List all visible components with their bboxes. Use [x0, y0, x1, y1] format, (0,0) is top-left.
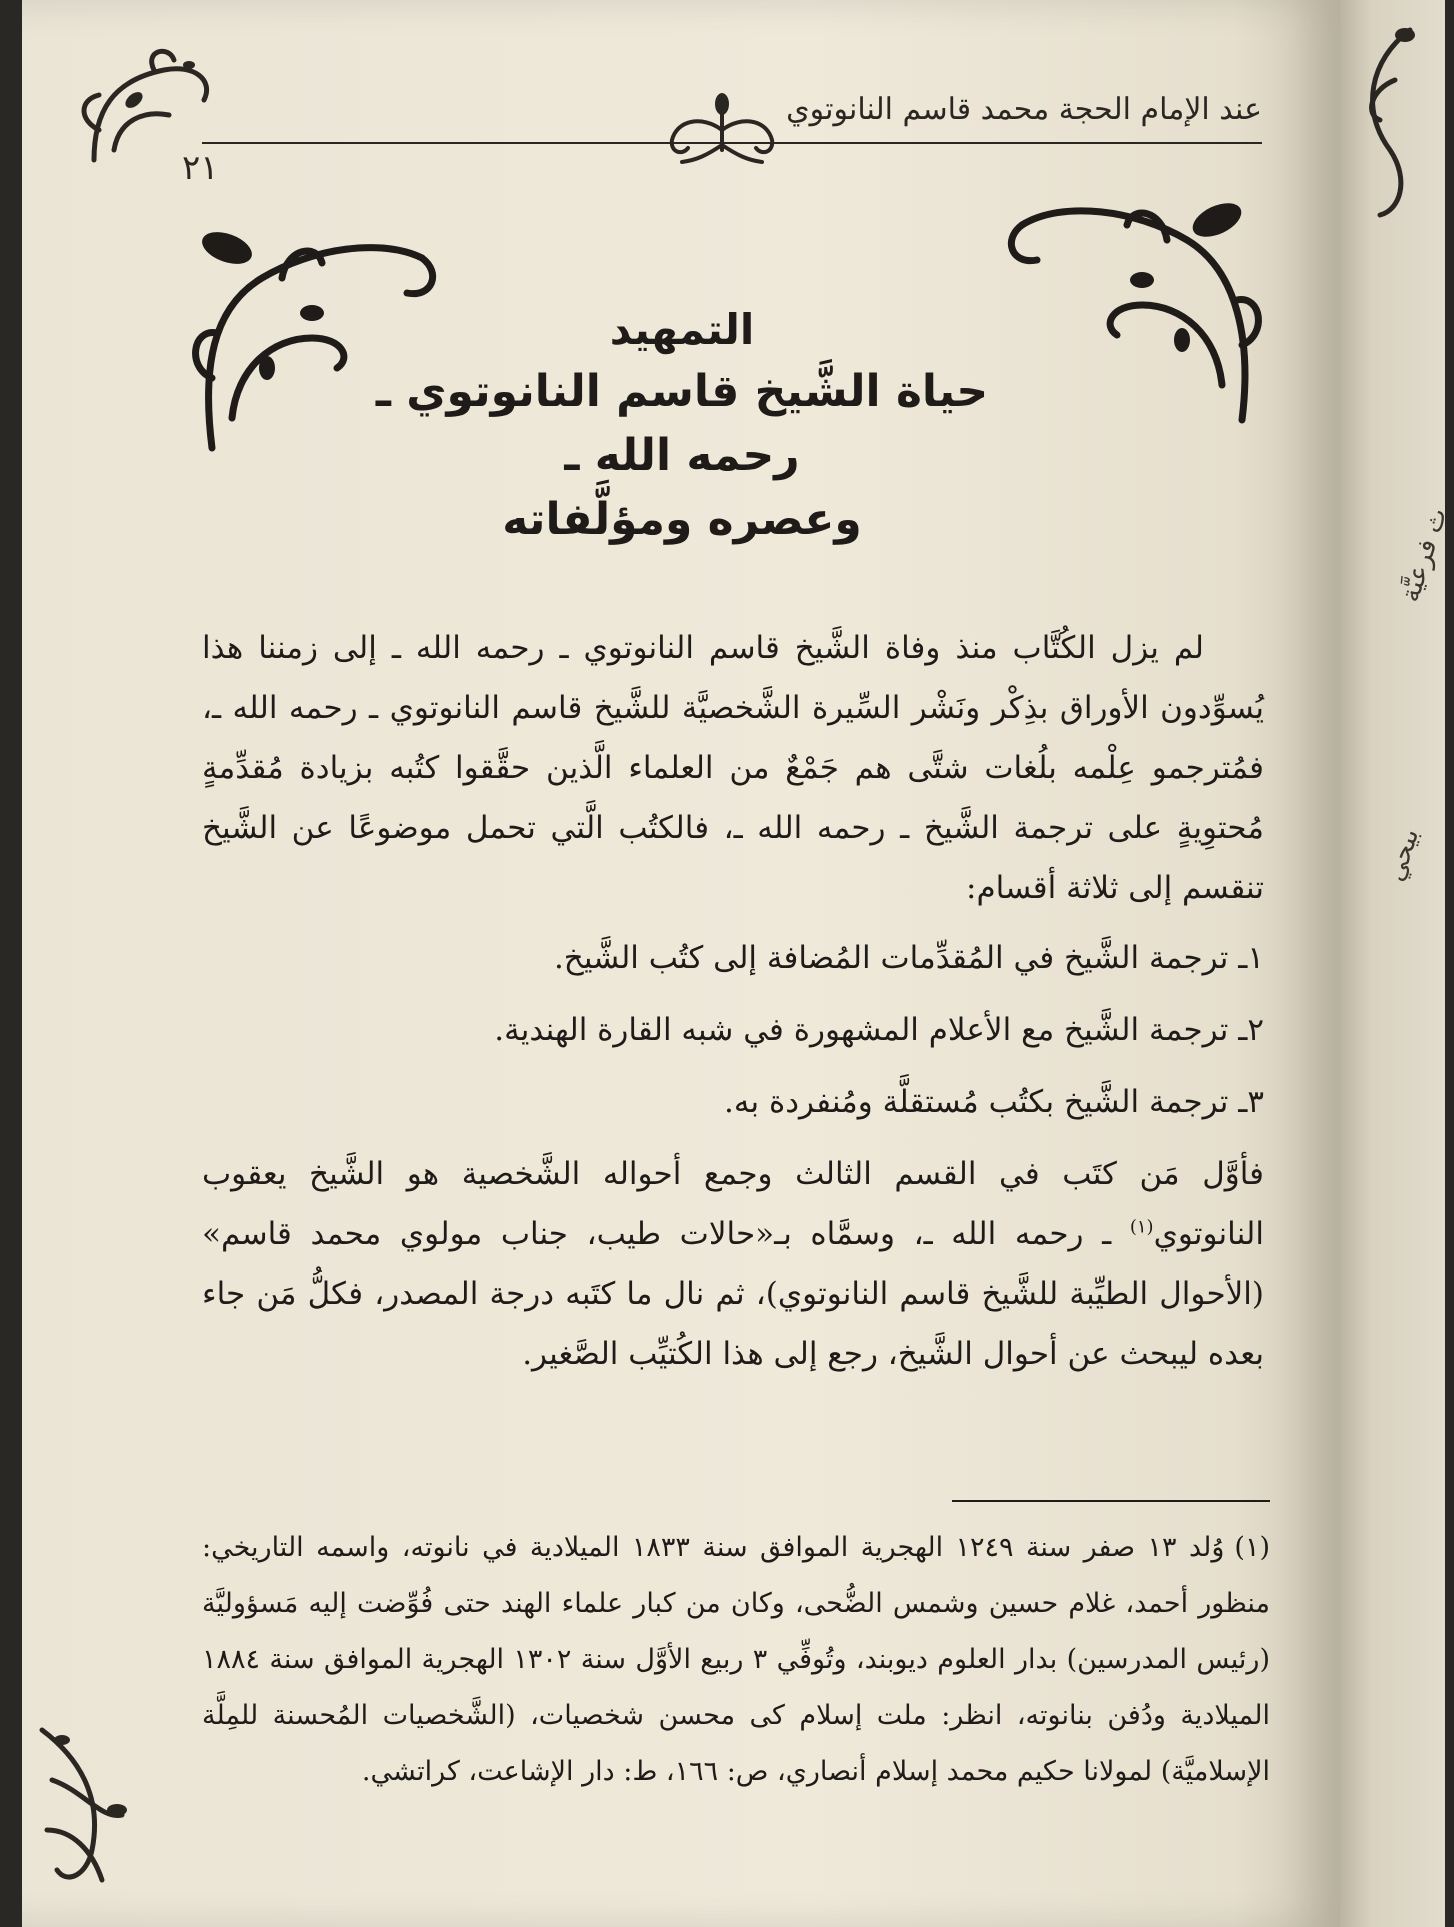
- footnote-marker: (١): [1234, 1532, 1270, 1563]
- header-fleuron-icon: [652, 90, 792, 170]
- page-number: ٢١: [182, 148, 219, 188]
- adjacent-page-fragment: بيحي: [1380, 824, 1426, 886]
- ornament-corner-bottom-left-icon: [22, 1720, 152, 1900]
- intro-paragraph: لم يزل الكُتَّاب منذ وفاة الشَّيخ قاسم النانوتوي ـ رحمه الله ـ إلى زمننا هذا يُسوِّدون الأوراق بذِكْر ونَشْر السِّيرة الشَّخصيَّة للشَّيخ قاسم النانوتوي ـ رحمه الله ـ، فمُترجمو عِلْمه بلُغات شتَّى هم جَمْعٌ من العلماء الَّذين حقَّقوا كتُبه بزيادة مُقدِّمةٍ مُحتوِيةٍ على ترجمة الشَّيخ ـ رحمه الله ـ، فالكتُب الَّتي تحمل موضوعًا عن الشَّيخ تنقسم إلى ثلاثة أقسام:: [202, 630, 1264, 906]
- book-page: [22, 0, 1340, 1927]
- footnote-text: وُلد ١٣ صفر سنة ١٢٤٩ الهجرية الموافق سنة ١٨٣٣ الميلادية في نانوته، واسمه التاريخي: منظور أحمد، غلام حسين وشمس الضُّحى، وكان من كبار علماء الهند حتى فُوِّضت إليه مَسؤوليَّة (رئيس المدرسين) بدار العلوم ديوبند، وتُوفِّي ٣ ربيع الأوَّل سنة ١٣٠٢ الهجرية الموافق سنة ١٨٨٤ الميلادية ودُفن بنانوته، انظر: ملت إسلام كى محسن شخصيات، (الشَّخصيات المُحسنة للمِلَّة الإسلاميَّة) لمولانا حكيم محمد إسلام أنصاري، ص: ١٦٦، ط: دار الإشاعت، كراتشي.: [202, 1532, 1271, 1787]
- body-text: [202, 618, 1264, 1390]
- chapter-title-block: [322, 300, 1042, 552]
- chapter-heading: التمهيد: [609, 305, 755, 354]
- footnotes: [202, 1520, 1270, 1800]
- second-paragraph-rest: ـ رحمه الله ـ، وسمَّاه بـ«حالات طيب، جناب مولوي محمد قاسم» (الأحوال الطيِّبة للشَّيخ قاسم النانوتوي)، ثم نال ما كتَبه درجة المصدر، فكلُّ مَن جاء بعده ليبحث عن أحوال الشَّيخ، رجع إلى هذا الكُتيِّب الصَّغير.: [202, 1216, 1264, 1372]
- adjacent-page-edge: [1340, 0, 1445, 1927]
- list-item: ٣ـ ترجمة الشَّيخ بكتُب مُستقلَّة ومُنفردة به.: [724, 1084, 1264, 1120]
- second-paragraph: [202, 1144, 1264, 1384]
- second-paragraph-start: فأوَّل مَن كتَب في القسم الثالث وجمع أحواله الشَّخصية هو الشَّيخ يعقوب النانوتوي: [202, 1156, 1264, 1252]
- list-item: ١ـ ترجمة الشَّيخ في المُقدِّمات المُضافة إلى كتُب الشَّيخ.: [553, 940, 1264, 976]
- footnote-item: [202, 1520, 1270, 1800]
- footnote-separator: [952, 1500, 1270, 1502]
- adjacent-page-fragment: ث فرعيَّة: [1395, 504, 1454, 606]
- list-item: ٢ـ ترجمة الشَّيخ مع الأعلام المشهورة في شبه القارة الهندية.: [494, 1012, 1264, 1048]
- adjacent-page-ornament-icon: [1350, 20, 1430, 220]
- chapter-title-line-2: وعصره ومؤلَّفاته: [502, 494, 862, 545]
- running-header: [182, 92, 1262, 188]
- chapter-title-line-1: حياة الشَّيخ قاسم النانوتوي ـ رحمه الله ـ: [375, 366, 989, 481]
- footnote-reference[interactable]: (١): [1129, 1216, 1154, 1238]
- running-header-title: عند الإمام الحجة محمد قاسم النانوتوي: [786, 92, 1262, 127]
